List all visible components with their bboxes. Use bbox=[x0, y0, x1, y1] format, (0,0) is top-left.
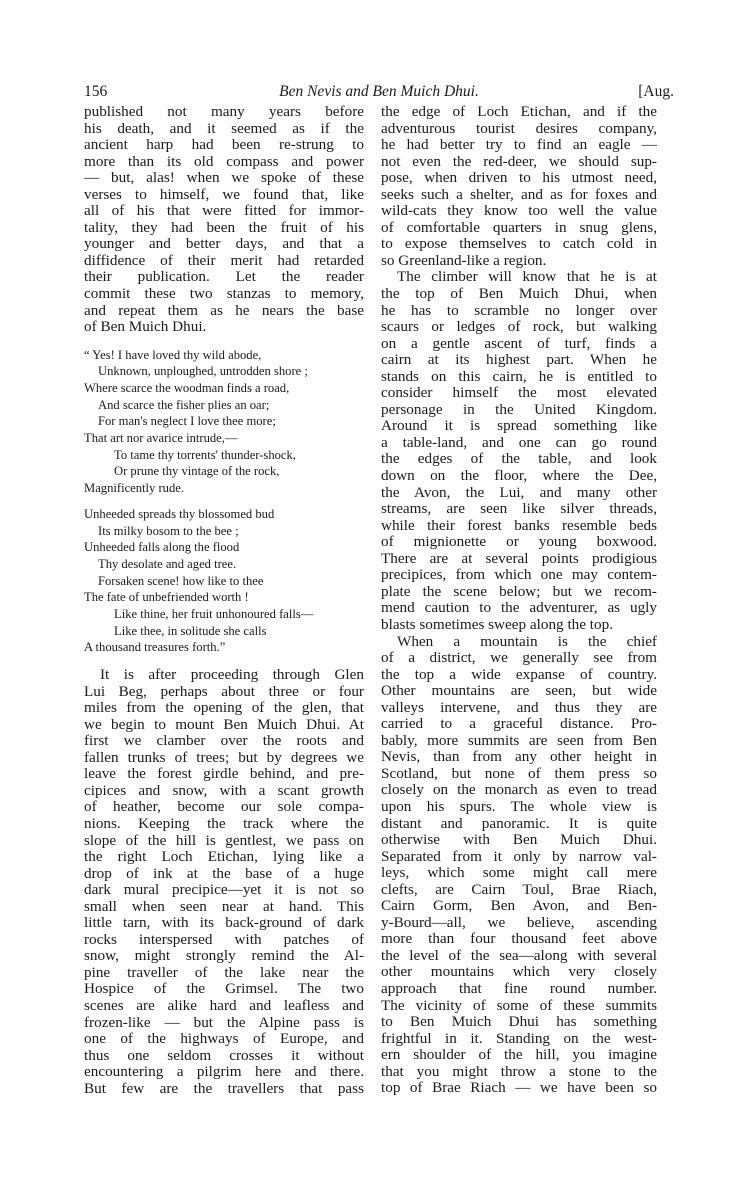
text-line: of a district, we generally see from bbox=[381, 649, 657, 667]
text-line: But few are the travellers that pass bbox=[84, 1079, 364, 1097]
verse-line: Forsaken scene! how like to thee bbox=[98, 573, 264, 588]
paragraph-3 bbox=[381, 634, 657, 1097]
text-line: valleys intervene, and thus they are bbox=[381, 698, 657, 716]
verse-line: Unheeded spreads thy blossomed bud bbox=[84, 506, 275, 521]
running-head bbox=[84, 83, 674, 103]
text-line: one of the highways of Europe, and bbox=[84, 1030, 364, 1048]
text-line: little tarn, with its back-ground of dark bbox=[84, 914, 364, 932]
verse-line: Unheeded falls along the flood bbox=[84, 540, 240, 555]
text-line: drop of ink at the base of a huge bbox=[84, 864, 364, 882]
text-line: Separated from it only by narrow val- bbox=[381, 847, 657, 865]
verse-line: And scarce the fisher plies an oar; bbox=[98, 397, 270, 412]
verse-line: Like thee, in solitude she calls bbox=[114, 623, 267, 638]
verse-line: For man's neglect I love thee more; bbox=[98, 414, 276, 429]
text-line: miles from the opening of the glen, that bbox=[84, 699, 364, 717]
text-line: scenes are alike hard and leafless and bbox=[84, 996, 364, 1014]
text-line: distant and panoramic. It is quite bbox=[381, 814, 657, 832]
text-line: he had better try to find an eagle — bbox=[381, 136, 657, 154]
text-line: seeks such a shelter, and as for foxes and bbox=[381, 185, 657, 203]
text-line: all of his that were fitted for immor- bbox=[84, 202, 364, 220]
text-line: first we clamber over the roots and bbox=[84, 732, 364, 750]
text-line: he has to scramble no longer over bbox=[381, 301, 657, 319]
text-line: The climber will know that he is at bbox=[397, 268, 657, 286]
text-line: on a gentle ascent of turf, finds a bbox=[381, 334, 657, 352]
text-line: Hospice of the Grimsel. The two bbox=[84, 980, 364, 998]
text-line: Cairn Gorm, Ben Avon, and Ben- bbox=[381, 897, 657, 915]
text-line: the right Loch Etichan, lying like a bbox=[84, 848, 364, 866]
paragraph-2 bbox=[381, 269, 657, 633]
text-line: Around it is spread something like bbox=[381, 417, 657, 435]
text-line: blasts sometimes sweep along the top. bbox=[381, 615, 613, 633]
verse-line: Where scarce the woodman finds a road, bbox=[84, 381, 290, 396]
text-line: the edge of Loch Etichan, and if the bbox=[381, 103, 657, 120]
text-line: diffidence of their merit had retarded bbox=[84, 251, 364, 269]
prose-main bbox=[84, 667, 364, 1097]
verse-line: Its milky bosom to the bee ; bbox=[98, 523, 239, 538]
text-line: tality, they had been the fruit of his bbox=[84, 218, 364, 236]
text-line: Scotland, but none of them press so bbox=[381, 764, 657, 782]
text-line: consider himself the most elevated bbox=[381, 384, 657, 402]
text-line: Nevis, than from any other height in bbox=[381, 748, 657, 766]
text-line: cairn at its highest part. When he bbox=[381, 351, 657, 369]
text-line: so Greenland-like a region. bbox=[381, 251, 547, 269]
text-line: carried to a graceful distance. Pro- bbox=[381, 715, 657, 733]
text-line: When a mountain is the chief bbox=[397, 632, 657, 650]
text-line: frightful in it. Standing on the west- bbox=[381, 1029, 657, 1047]
text-line: There are at several points prodigious bbox=[381, 549, 657, 567]
verse-line: Thy desolate and aged tree. bbox=[98, 556, 237, 571]
verse-line: Magnificently rude. bbox=[84, 481, 185, 496]
text-line: bably, more summits are seen from Ben bbox=[381, 731, 657, 749]
text-line: plate the scene below; but we recom- bbox=[381, 582, 657, 600]
text-line: dark mural precipice—yet it is not so bbox=[84, 881, 364, 899]
verse-line: Unknown, unploughed, untrodden shore ; bbox=[98, 364, 308, 379]
text-line: other mountains which very closely bbox=[381, 963, 657, 981]
text-line: closely on the monarch as even to tread bbox=[381, 781, 657, 799]
text-line: the level of the sea—along with several bbox=[381, 946, 657, 964]
verse-line: To tame thy torrents' thunder-shock, bbox=[114, 447, 296, 462]
text-line: approach that fine round number. bbox=[381, 979, 657, 997]
text-line: mend caution to the adventurer, as ugly bbox=[381, 599, 657, 617]
text-line: the top a wide expanse of country. bbox=[381, 665, 657, 683]
text-line: ancient harp had been re-strung to bbox=[84, 136, 364, 154]
verse-line: Or prune thy vintage of the rock, bbox=[114, 464, 280, 479]
page-number: 156 bbox=[84, 83, 108, 100]
text-line: to Ben Muich Dhui has something bbox=[381, 1013, 657, 1031]
text-line: pine traveller of the lake near the bbox=[84, 963, 364, 981]
text-line: rocks interspersed with patches of bbox=[84, 930, 364, 948]
text-line: while their forest banks resemble beds bbox=[381, 516, 657, 534]
paragraph-1 bbox=[381, 104, 657, 269]
text-line: personage in the United Kingdom. bbox=[381, 400, 657, 418]
verse-line: Like thine, her fruit unhonoured falls— bbox=[114, 606, 314, 621]
text-line: their publication. Let the reader bbox=[84, 268, 364, 286]
text-line: thus one seldom crosses it without bbox=[84, 1046, 364, 1064]
poem-stanza-1 bbox=[84, 347, 364, 497]
verse-line: That art nor avarice intrude,— bbox=[84, 431, 238, 446]
text-line: — but, alas! when we spoke of these bbox=[84, 169, 364, 187]
text-line: of Ben Muich Dhui. bbox=[84, 318, 207, 336]
text-line: frozen-like — but the Alpine pass is bbox=[84, 1013, 364, 1031]
poem-stanza-2 bbox=[84, 506, 364, 656]
text-line: leave the forest girdle behind, and pre- bbox=[84, 765, 364, 783]
text-line: more than four thousand feet above bbox=[381, 930, 657, 948]
text-line: published not many years before bbox=[84, 103, 364, 120]
text-line: a table-land, and one can go round bbox=[381, 433, 657, 451]
text-line: y-Bourd—all, we believe, ascending bbox=[381, 913, 657, 931]
text-line: leys, which some might call mere bbox=[381, 864, 657, 882]
text-line: not even the red-deer, we should sup- bbox=[381, 152, 657, 170]
text-line: down on the floor, where the Dee, bbox=[381, 467, 657, 485]
text-line: encountering a pilgrim here and there. bbox=[84, 1063, 364, 1081]
text-line: ern shoulder of the hill, you imagine bbox=[381, 1046, 657, 1064]
text-line: precipices, from which one may contem- bbox=[381, 566, 657, 584]
left-column bbox=[84, 104, 364, 1097]
text-line: slope of the hill is gentlest, we pass on bbox=[84, 831, 364, 849]
right-column bbox=[381, 104, 657, 1097]
text-line: The vicinity of some of these summits bbox=[381, 996, 657, 1014]
text-line: scaurs or ledges of rock, but walking bbox=[381, 318, 657, 336]
verse-line: A thousand treasures forth.” bbox=[84, 640, 226, 655]
verse-line: The fate of unbefriended worth ! bbox=[84, 590, 249, 605]
text-line: clefts, are Cairn Toul, Brae Riach, bbox=[381, 880, 657, 898]
prose-intro bbox=[84, 104, 364, 336]
text-line: Lui Beg, perhaps about three or four bbox=[84, 682, 364, 700]
text-line: otherwise with Ben Muich Dhui. bbox=[381, 831, 657, 849]
text-line: It is after proceeding through Glen bbox=[100, 666, 364, 684]
running-title: Ben Nevis and Ben Muich Dhui. bbox=[279, 83, 479, 100]
text-line: top of Brae Riach — we have been so bbox=[381, 1079, 657, 1097]
text-line: streams, are seen like silver threads, bbox=[381, 500, 657, 518]
text-line: cipices and snow, with a scant growth bbox=[84, 781, 364, 799]
running-month: [Aug. bbox=[638, 83, 674, 100]
text-line: commit these two stanzas to memory, bbox=[84, 285, 364, 303]
text-line: his death, and it seemed as if the bbox=[84, 119, 364, 137]
text-line: upon his spurs. The whole view is bbox=[381, 797, 657, 815]
text-line: more than its old compass and power bbox=[84, 152, 364, 170]
text-line: snow, might strongly remind the Al- bbox=[84, 947, 364, 965]
text-line: we begin to mount Ben Muich Dhui. At bbox=[84, 715, 364, 733]
text-line: verses to himself, we found that, like bbox=[84, 185, 364, 203]
text-line: to expose themselves to catch cold in bbox=[381, 235, 657, 253]
text-line: nions. Keeping the track where the bbox=[84, 814, 364, 832]
text-line: Other mountains are seen, but wide bbox=[381, 682, 657, 700]
text-line: small when seen near at hand. This bbox=[84, 897, 364, 915]
text-line: the Avon, the Lui, and many other bbox=[381, 483, 657, 501]
text-line: stands on this cairn, he is entitled to bbox=[381, 367, 657, 385]
text-line: wild-cats they know too well the value bbox=[381, 202, 657, 220]
text-line: of heather, become our sole compa- bbox=[84, 798, 364, 816]
text-line: of mignionette or young boxwood. bbox=[381, 533, 657, 551]
text-line: and repeat them as he nears the base bbox=[84, 301, 364, 319]
text-line: the top of Ben Muich Dhui, when bbox=[381, 285, 657, 303]
verse-line: “ Yes! I have loved thy wild abode, bbox=[84, 347, 262, 362]
text-line: fallen trunks of trees; but by degrees we bbox=[84, 748, 364, 766]
text-line: adventurous tourist desires company, bbox=[381, 119, 657, 137]
text-line: pose, when driven to his utmost need, bbox=[381, 169, 657, 187]
text-line: the edges of the table, and look bbox=[381, 450, 657, 468]
text-line: younger and better days, and that a bbox=[84, 235, 364, 253]
text-line: of comfortable quarters in snug glens, bbox=[381, 218, 657, 236]
text-line: that you might throw a stone to the bbox=[381, 1062, 657, 1080]
